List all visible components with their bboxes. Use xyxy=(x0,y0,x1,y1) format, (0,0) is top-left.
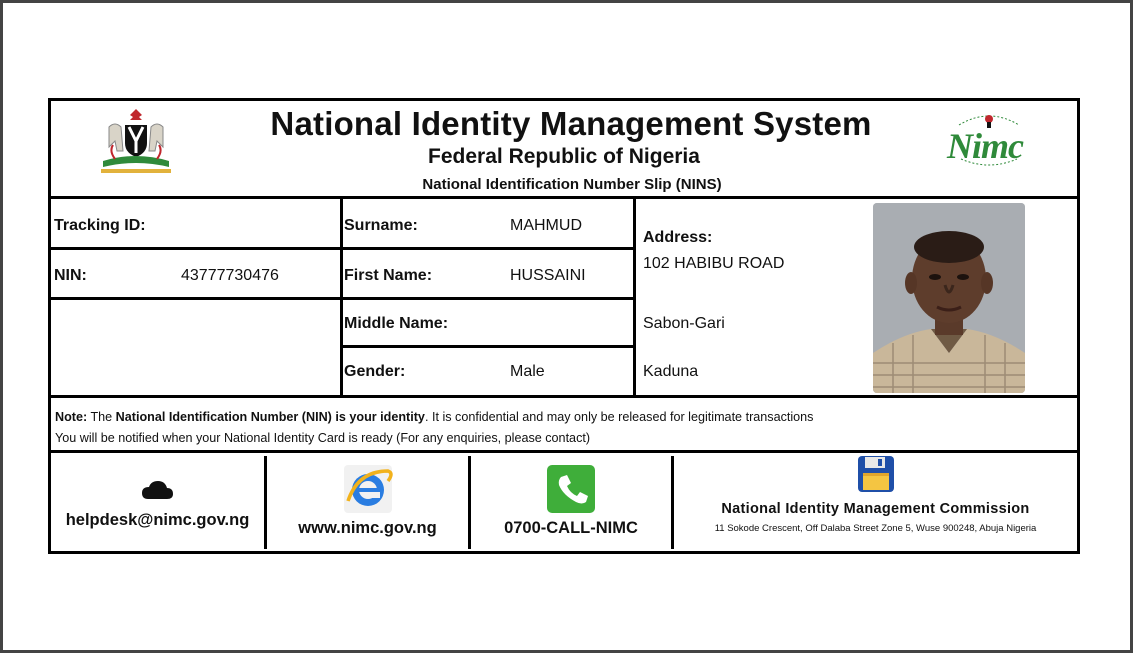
internet-explorer-icon xyxy=(342,463,394,515)
grid-divider xyxy=(340,345,633,348)
note-line-2: You will be notified when your National Identity Card is ready (For any enquiries, please contact) xyxy=(55,431,591,445)
tracking-id-label: Tracking ID: xyxy=(54,217,146,234)
address-line-2: Sabon-Gari xyxy=(643,315,725,332)
slip-header xyxy=(51,101,1077,199)
commission-address: 11 Sokode Crescent, Off Dalaba Street Zone 5, Wuse 900248, Abuja Nigeria xyxy=(714,523,1037,534)
person-photo-icon xyxy=(873,203,1025,393)
note-line-1 xyxy=(55,407,1065,428)
footer-website xyxy=(267,463,468,538)
commission-name: National Identity Management Commission xyxy=(721,501,1030,517)
footer-commission xyxy=(674,455,1077,534)
phone-icon xyxy=(547,465,595,513)
first-name-label: First Name: xyxy=(344,267,433,284)
helpline-number: 0700-CALL-NIMC xyxy=(504,519,638,537)
address-line-1: 102 HABIBU ROAD xyxy=(643,255,785,272)
cloud-icon xyxy=(140,473,176,509)
slip-note xyxy=(55,407,1065,449)
slip-title: National Identification Number Slip (NINS) xyxy=(422,176,722,193)
surname-value: MAHMUD xyxy=(510,217,582,234)
grid-divider xyxy=(51,395,1077,398)
nimc-logo xyxy=(941,109,1037,171)
holder-photo xyxy=(873,203,1025,393)
gender-value: Male xyxy=(510,363,545,380)
grid-divider xyxy=(51,247,633,250)
helpdesk-email: helpdesk@nimc.gov.ng xyxy=(65,511,250,529)
address-line-3: Kaduna xyxy=(643,363,699,380)
nimc-logo-text: Nimc xyxy=(947,126,1023,166)
system-title: National Identity Management System xyxy=(270,105,872,142)
middle-name-label: Middle Name: xyxy=(344,315,449,332)
first-name-value: HUSSAINI xyxy=(510,267,586,284)
nin-slip xyxy=(48,98,1080,554)
website-url: www.nimc.gov.ng xyxy=(298,519,437,537)
nin-label: NIN: xyxy=(54,267,87,284)
grid-divider xyxy=(51,450,1077,453)
grid-divider xyxy=(51,297,633,300)
address-label: Address: xyxy=(643,229,713,246)
gender-label: Gender: xyxy=(344,363,406,380)
footer-phone xyxy=(471,463,671,538)
footer-email xyxy=(51,463,264,530)
grid-divider xyxy=(633,199,636,395)
note-text-1: The xyxy=(87,410,116,424)
note-prefix: Note: xyxy=(55,410,88,424)
nin-value: 43777730476 xyxy=(181,267,279,284)
note-bold-text: National Identification Number (NIN) is your identity xyxy=(115,410,425,424)
surname-label: Surname: xyxy=(344,217,418,234)
country-subtitle: Federal Republic of Nigeria xyxy=(428,145,700,168)
note-text-2: . It is confidential and may only be released for legitimate transactions xyxy=(424,410,814,424)
floppy-disk-icon xyxy=(857,455,895,493)
